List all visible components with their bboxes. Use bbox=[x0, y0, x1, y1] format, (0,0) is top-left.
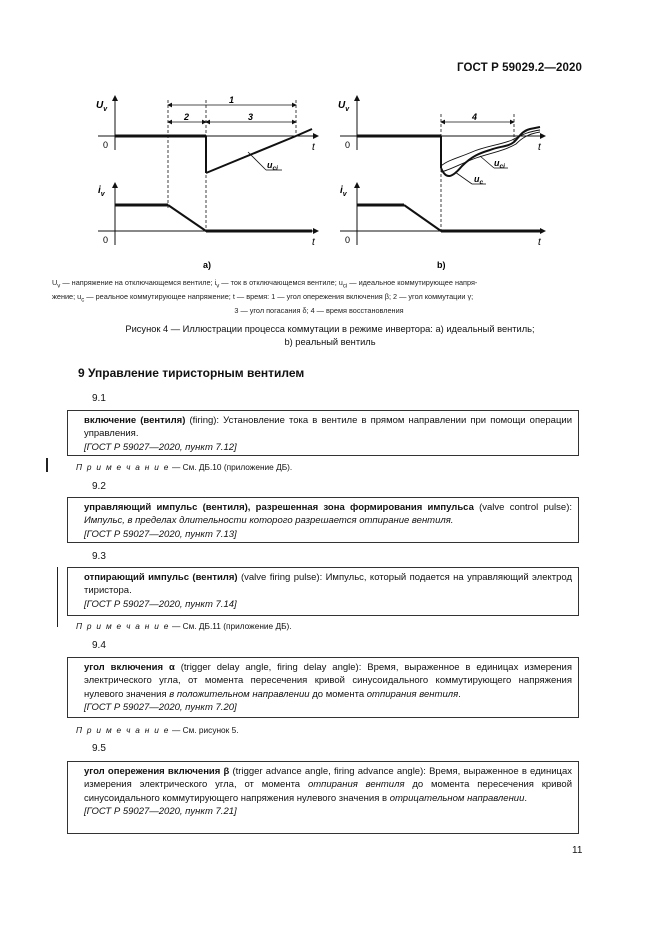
term: отпирающий импульс (вентиля) bbox=[84, 572, 238, 583]
definition-box bbox=[67, 567, 579, 616]
term: угол опережения включения β bbox=[84, 766, 230, 777]
reference: [ГОСТ Р 59027—2020, пункт 7.20] bbox=[84, 701, 237, 713]
note: П р и м е ч а н и е — См. ДБ.11 (приложение ДБ). bbox=[76, 621, 292, 631]
caption-line-2: b) реальный вентиль bbox=[284, 337, 376, 347]
reference: [ГОСТ Р 59027—2020, пункт 7.12] bbox=[84, 441, 237, 453]
iv-axis-label-b: $i_v$ bbox=[340, 185, 347, 198]
uc-label-b: $u_c$ bbox=[474, 174, 484, 186]
caption-line-1: Рисунок 4 — Иллюстрации процесса коммутации в режиме инвертора: а) идеальный вентиль; bbox=[125, 324, 535, 334]
item-number: 9.3 bbox=[92, 551, 106, 562]
definition-text: (trigger delay angle, firing delay angle): Время, выраженное в единицах измерения электрического угла, от момента пересечения кривой синусоидального коммутирующего напряжения нулевого значения в положительном направлении до момента отпирания вентиля. bbox=[84, 662, 572, 700]
legend-line-3: 3 — угол погасания δ; 4 — время восстановления bbox=[234, 305, 404, 315]
legend-line-1: $U_v$ — напряжение на отключающемся вентиле; $i_v$ — ток в отключающемся вентиле; $u_{ci}$ — идеальное коммутирующее напря- bbox=[52, 278, 478, 290]
definition-box bbox=[67, 761, 579, 834]
document-header: ГОСТ Р 59029.2—2020 bbox=[457, 62, 582, 74]
definition-box bbox=[67, 410, 579, 456]
definition-text: (trigger advance angle, firing advance angle): Время, выраженное в единицах измерения электрического угла, от момента отпирания вентиля до момента пересечения кривой синусоидального коммутирующего напряжения нулевого значения в отрицательном направлении. bbox=[84, 766, 573, 804]
reference: [ГОСТ Р 59027—2020, пункт 7.21] bbox=[84, 805, 237, 817]
change-bar bbox=[46, 458, 48, 472]
legend-line-2: жение; $u_c$ — реальное коммутирующее напряжение; t — время: 1 — угол опережения включения β; 2 — угол коммутации γ; bbox=[52, 291, 474, 304]
figure-legend bbox=[52, 278, 586, 316]
zero-bottom-b: 0 bbox=[345, 235, 351, 245]
reference: [ГОСТ Р 59027—2020, пункт 7.13] bbox=[84, 528, 237, 540]
panel-b bbox=[338, 96, 545, 270]
iv-axis-label-a: $i_v$ bbox=[98, 185, 105, 198]
note: П р и м е ч а н и е — См. ДБ.10 (приложение ДБ). bbox=[76, 462, 293, 472]
panel-a bbox=[96, 95, 318, 270]
commutation-figure bbox=[0, 0, 661, 280]
item-number: 9.4 bbox=[92, 640, 106, 651]
t-top-a: t bbox=[312, 142, 315, 153]
zero-bottom-a: 0 bbox=[103, 235, 109, 245]
interval-2-label: 2 bbox=[184, 112, 190, 122]
term: включение (вентиля) bbox=[84, 415, 186, 426]
uv-axis-label-a: $U_v$ bbox=[96, 100, 108, 113]
uci-label-b: $u_{ci}$ bbox=[494, 158, 505, 170]
item-number: 9.5 bbox=[92, 743, 106, 754]
reference: [ГОСТ Р 59027—2020, пункт 7.14] bbox=[84, 598, 237, 610]
definition-text: (valve firing pulse): Импульс, который подается на управляющий электрод тиристора. bbox=[84, 572, 573, 597]
term: управляющий импульс (вентиля), разрешенная зона формирования импульса bbox=[84, 502, 474, 513]
definition-text: (valve control pulse): Импульс, в пределах длительности которого разрешается отпирание вентиля. bbox=[84, 502, 572, 527]
section-title: 9 Управление тиристорным вентилем bbox=[78, 366, 305, 380]
definition-box bbox=[67, 497, 579, 543]
page-number: 11 bbox=[572, 845, 583, 856]
t-bottom-b: t bbox=[538, 237, 541, 248]
panel-a-label: a) bbox=[203, 260, 212, 270]
interval-3-label: 3 bbox=[248, 112, 254, 122]
term: угол включения α bbox=[84, 662, 175, 673]
note: П р и м е ч а н и е — См. рисунок 5. bbox=[76, 725, 239, 735]
definition-box bbox=[67, 657, 579, 718]
item-number: 9.1 bbox=[92, 393, 106, 404]
definition-text: (firing): Установление тока в вентиле в прямом направлении при помощи операции управления. bbox=[84, 415, 573, 440]
t-top-b: t bbox=[538, 142, 541, 153]
figure-caption bbox=[60, 323, 600, 349]
uci-label-a: $u_{ci}$ bbox=[267, 160, 278, 172]
change-bar bbox=[57, 567, 58, 627]
t-bottom-a: t bbox=[312, 237, 315, 248]
interval-1-label: 1 bbox=[229, 95, 235, 105]
interval-4-label: 4 bbox=[472, 112, 478, 122]
zero-top-b: 0 bbox=[345, 140, 351, 150]
zero-top-a: 0 bbox=[103, 140, 109, 150]
panel-b-label: b) bbox=[437, 260, 446, 270]
item-number: 9.2 bbox=[92, 481, 106, 492]
uv-axis-label-b: $U_v$ bbox=[338, 100, 350, 113]
